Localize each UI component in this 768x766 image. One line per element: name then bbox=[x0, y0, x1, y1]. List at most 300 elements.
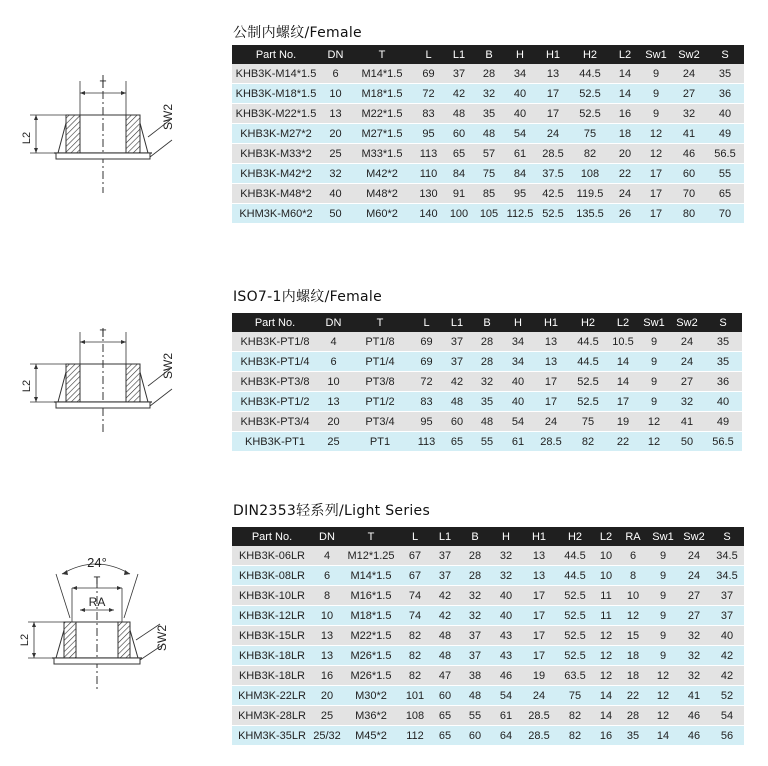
table-cell: 17 bbox=[534, 372, 568, 392]
table-cell: PT3/4 bbox=[349, 412, 411, 432]
table-cell: 28 bbox=[460, 566, 490, 586]
table-cell: 32 bbox=[490, 566, 522, 586]
table-cell: 42 bbox=[430, 586, 460, 606]
table-cell: 6 bbox=[320, 64, 351, 84]
table-cell: 13 bbox=[312, 646, 342, 666]
dim-t-label-1: T bbox=[99, 79, 107, 91]
table-cell: 37 bbox=[460, 646, 490, 666]
table-cell: 41 bbox=[678, 686, 710, 706]
table-cell: 54 bbox=[502, 412, 534, 432]
table-cell: 9 bbox=[638, 332, 670, 352]
table-cell: 42 bbox=[710, 666, 744, 686]
table-cell: M30*2 bbox=[342, 686, 400, 706]
table-cell: M27*1.5 bbox=[351, 124, 413, 144]
table-cell: 17 bbox=[522, 626, 556, 646]
table-cell: 36 bbox=[706, 84, 744, 104]
table-cell: 83 bbox=[411, 392, 442, 412]
table-cell: 14 bbox=[594, 686, 618, 706]
table-cell: 82 bbox=[400, 666, 430, 686]
table-row bbox=[232, 392, 742, 412]
table-cell: 32 bbox=[670, 392, 704, 412]
table-cell: 65 bbox=[430, 706, 460, 726]
table-cell: 6 bbox=[618, 546, 648, 566]
table-cell: 32 bbox=[490, 546, 522, 566]
table-cell: 60 bbox=[672, 164, 706, 184]
table-cell: 14 bbox=[610, 84, 640, 104]
table-cell: 20 bbox=[312, 686, 342, 706]
table-cell: PT1/8 bbox=[349, 332, 411, 352]
din-fitting-drawing bbox=[0, 540, 230, 700]
table-cell: 12 bbox=[648, 706, 678, 726]
table-cell: 34 bbox=[504, 64, 536, 84]
table-cell: 50 bbox=[320, 204, 351, 224]
table-cell: 8 bbox=[312, 586, 342, 606]
table-cell: M16*1.5 bbox=[342, 586, 400, 606]
table-cell: 35 bbox=[472, 392, 502, 412]
table-cell: 60 bbox=[444, 124, 474, 144]
table-cell: M22*1.5 bbox=[342, 626, 400, 646]
table-cell: 12 bbox=[648, 686, 678, 706]
table-cell: 34 bbox=[502, 352, 534, 372]
table-cell: 19 bbox=[608, 412, 638, 432]
table-cell: 83 bbox=[413, 104, 444, 124]
dim-angle-label: 24° bbox=[87, 555, 107, 570]
part-number-cell: KHB3K-06LR bbox=[232, 546, 312, 566]
table-cell: 13 bbox=[534, 332, 568, 352]
table-cell: 52.5 bbox=[556, 586, 594, 606]
table-row bbox=[232, 606, 744, 626]
table-cell: 9 bbox=[638, 372, 670, 392]
table-cell: 48 bbox=[444, 104, 474, 124]
part-number-cell: KHB3K-18LR bbox=[232, 646, 312, 666]
table-cell: 32 bbox=[678, 626, 710, 646]
table-body bbox=[232, 546, 744, 746]
table-row bbox=[232, 64, 744, 84]
table-cell: 82 bbox=[400, 646, 430, 666]
table-cell: 18 bbox=[618, 646, 648, 666]
table-cell: 18 bbox=[610, 124, 640, 144]
table-cell: 41 bbox=[672, 124, 706, 144]
table-cell: 110 bbox=[413, 164, 444, 184]
part-number-cell: KHM3K-22LR bbox=[232, 686, 312, 706]
table-cell: 12 bbox=[618, 606, 648, 626]
table-cell: 12 bbox=[640, 124, 672, 144]
table-cell: 14 bbox=[648, 726, 678, 746]
table-cell: M26*1.5 bbox=[342, 666, 400, 686]
table-cell: 65 bbox=[444, 144, 474, 164]
table-cell: 22 bbox=[610, 164, 640, 184]
column-header: DN bbox=[320, 45, 351, 64]
table-cell: 60 bbox=[442, 412, 472, 432]
dim-l2-label-1: L2 bbox=[21, 131, 33, 145]
table-cell: 28 bbox=[474, 64, 504, 84]
dim-t-label-3: T bbox=[93, 575, 101, 587]
table-cell: 13 bbox=[534, 352, 568, 372]
table-cell: 24 bbox=[534, 412, 568, 432]
column-header: L1 bbox=[444, 45, 474, 64]
table-cell: 17 bbox=[640, 204, 672, 224]
table-cell: 24 bbox=[672, 64, 706, 84]
table-cell: 108 bbox=[570, 164, 610, 184]
dim-l2-label-2: L2 bbox=[21, 379, 33, 393]
dim-sw2-label-2: SW2 bbox=[161, 352, 175, 380]
table-row bbox=[232, 546, 744, 566]
part-number-cell: KHB3K-M48*2 bbox=[232, 184, 320, 204]
table-cell: 36 bbox=[704, 372, 742, 392]
table-cell: 27 bbox=[678, 586, 710, 606]
table-cell: 44.5 bbox=[556, 566, 594, 586]
table-cell: 42 bbox=[430, 606, 460, 626]
column-header: S bbox=[710, 527, 744, 546]
table-cell: 52.5 bbox=[568, 392, 608, 412]
section-title-din-light: DIN2353轻系列/Light Series bbox=[233, 503, 431, 519]
column-header: L1 bbox=[430, 527, 460, 546]
table-cell: 12 bbox=[648, 666, 678, 686]
table-cell: 113 bbox=[411, 432, 442, 452]
table-cell: 24 bbox=[670, 352, 704, 372]
table-cell: 42 bbox=[710, 646, 744, 666]
table-cell: 46 bbox=[678, 726, 710, 746]
table-row bbox=[232, 124, 744, 144]
table-cell: PT3/8 bbox=[349, 372, 411, 392]
column-header: Part No. bbox=[232, 313, 318, 332]
table-cell: M60*2 bbox=[351, 204, 413, 224]
table-row bbox=[232, 726, 744, 746]
table-cell: 37 bbox=[710, 586, 744, 606]
table-cell: 10 bbox=[318, 372, 349, 392]
table-cell: 14 bbox=[608, 352, 638, 372]
table-cell: 28 bbox=[472, 332, 502, 352]
table-cell: 40 bbox=[502, 392, 534, 412]
table-cell: 37 bbox=[442, 352, 472, 372]
table-cell: 32 bbox=[460, 586, 490, 606]
table-cell: 34 bbox=[502, 332, 534, 352]
table-cell: M42*2 bbox=[351, 164, 413, 184]
table-cell: 91 bbox=[444, 184, 474, 204]
table-cell: 32 bbox=[678, 666, 710, 686]
table-cell: 6 bbox=[312, 566, 342, 586]
part-number-cell: KHB3K-18LR bbox=[232, 666, 312, 686]
table-cell: 22 bbox=[618, 686, 648, 706]
table-cell: 28 bbox=[472, 352, 502, 372]
table-cell: 101 bbox=[400, 686, 430, 706]
table-row bbox=[232, 646, 744, 666]
table-cell: 14 bbox=[608, 372, 638, 392]
column-header: H1 bbox=[522, 527, 556, 546]
table-cell: M48*2 bbox=[351, 184, 413, 204]
table-cell: 37 bbox=[460, 626, 490, 646]
section-title-iso-female: ISO7-1内螺纹/Female bbox=[233, 289, 383, 305]
table-cell: 57 bbox=[474, 144, 504, 164]
table-cell: 17 bbox=[536, 84, 570, 104]
table-cell: 17 bbox=[522, 606, 556, 626]
table-cell: 75 bbox=[570, 124, 610, 144]
table-cell: 37 bbox=[430, 546, 460, 566]
table-cell: 112 bbox=[400, 726, 430, 746]
table-cell: 40 bbox=[710, 626, 744, 646]
table-cell: 11 bbox=[594, 606, 618, 626]
table-cell: 52.5 bbox=[556, 606, 594, 626]
table-cell: 80 bbox=[672, 204, 706, 224]
table-cell: 32 bbox=[320, 164, 351, 184]
table-cell: 100 bbox=[444, 204, 474, 224]
part-number-cell: KHM3K-35LR bbox=[232, 726, 312, 746]
table-cell: 37 bbox=[444, 64, 474, 84]
table-cell: 16 bbox=[594, 726, 618, 746]
table-cell: 17 bbox=[640, 164, 672, 184]
table-cell: 75 bbox=[568, 412, 608, 432]
table-cell: 4 bbox=[312, 546, 342, 566]
column-header: L bbox=[411, 313, 442, 332]
table-cell: 70 bbox=[672, 184, 706, 204]
table-cell: 55 bbox=[706, 164, 744, 184]
table-cell: 9 bbox=[638, 392, 670, 412]
table-cell: 41 bbox=[670, 412, 704, 432]
table-cell: PT1/2 bbox=[349, 392, 411, 412]
table-cell: 17 bbox=[608, 392, 638, 412]
table-cell: 9 bbox=[648, 606, 678, 626]
table-cell: M14*1.5 bbox=[351, 64, 413, 84]
table-row bbox=[232, 204, 744, 224]
table-cell: 32 bbox=[460, 606, 490, 626]
table-cell: 52.5 bbox=[568, 372, 608, 392]
table-cell: 18 bbox=[618, 666, 648, 686]
column-header: Part No. bbox=[232, 45, 320, 64]
table-cell: 40 bbox=[502, 372, 534, 392]
column-header: Part No. bbox=[232, 527, 312, 546]
table-cell: 37 bbox=[430, 566, 460, 586]
column-header: B bbox=[474, 45, 504, 64]
section-title-metric-female: 公制内螺纹/Female bbox=[233, 25, 362, 41]
table-cell: 46 bbox=[678, 706, 710, 726]
table-cell: M26*1.5 bbox=[342, 646, 400, 666]
table-cell: 54 bbox=[504, 124, 536, 144]
column-header: L bbox=[413, 45, 444, 64]
table-cell: 34.5 bbox=[710, 546, 744, 566]
table-cell: 52.5 bbox=[570, 84, 610, 104]
column-header: L bbox=[400, 527, 430, 546]
part-number-cell: KHB3K-PT3/8 bbox=[232, 372, 318, 392]
table-cell: 56.5 bbox=[704, 432, 742, 452]
column-header: L2 bbox=[594, 527, 618, 546]
table-cell: 63.5 bbox=[556, 666, 594, 686]
table-cell: M22*1.5 bbox=[351, 104, 413, 124]
table-cell: 44.5 bbox=[556, 546, 594, 566]
table-row bbox=[232, 84, 744, 104]
table-row bbox=[232, 164, 744, 184]
table-cell: 38 bbox=[460, 666, 490, 686]
table-cell: 52.5 bbox=[536, 204, 570, 224]
table-cell: 60 bbox=[460, 726, 490, 746]
dim-sw2-label-1: SW2 bbox=[161, 103, 175, 131]
table-cell: 72 bbox=[411, 372, 442, 392]
table-cell: 32 bbox=[672, 104, 706, 124]
table-cell: 34.5 bbox=[710, 566, 744, 586]
table-cell: 14 bbox=[610, 64, 640, 84]
table-cell: 20 bbox=[610, 144, 640, 164]
part-number-cell: KHB3K-10LR bbox=[232, 586, 312, 606]
column-header: B bbox=[472, 313, 502, 332]
column-header: DN bbox=[312, 527, 342, 546]
table-cell: 69 bbox=[411, 332, 442, 352]
table-cell: 28 bbox=[618, 706, 648, 726]
table-cell: 52.5 bbox=[556, 626, 594, 646]
table-cell: 72 bbox=[413, 84, 444, 104]
table-cell: 48 bbox=[430, 646, 460, 666]
table-cell: 9 bbox=[640, 104, 672, 124]
table-cell: 52.5 bbox=[556, 646, 594, 666]
table-cell: 64 bbox=[490, 726, 522, 746]
column-header: H2 bbox=[570, 45, 610, 64]
table-cell: 22 bbox=[608, 432, 638, 452]
column-header: H bbox=[490, 527, 522, 546]
table-cell: 74 bbox=[400, 606, 430, 626]
table-cell: 52.5 bbox=[570, 104, 610, 124]
table-cell: 56.5 bbox=[706, 144, 744, 164]
part-number-cell: KHB3K-M22*1.5 bbox=[232, 104, 320, 124]
table-cell: 24 bbox=[610, 184, 640, 204]
column-header: Sw1 bbox=[638, 313, 670, 332]
table-cell: 9 bbox=[648, 626, 678, 646]
table-row bbox=[232, 412, 742, 432]
table-body bbox=[232, 64, 744, 224]
table-cell: 140 bbox=[413, 204, 444, 224]
table-cell: 9 bbox=[638, 352, 670, 372]
table-cell: 82 bbox=[556, 726, 594, 746]
table-cell: 13 bbox=[320, 104, 351, 124]
table-cell: 84 bbox=[504, 164, 536, 184]
table-cell: 61 bbox=[504, 144, 536, 164]
table-cell: 54 bbox=[490, 686, 522, 706]
table-cell: M18*1.5 bbox=[342, 606, 400, 626]
part-number-cell: KHB3K-PT3/4 bbox=[232, 412, 318, 432]
part-number-cell: KHB3K-08LR bbox=[232, 566, 312, 586]
table-row bbox=[232, 566, 744, 586]
table-cell: 12 bbox=[594, 646, 618, 666]
table-cell: 25 bbox=[312, 706, 342, 726]
table-cell: M45*2 bbox=[342, 726, 400, 746]
part-number-cell: KHB3K-12LR bbox=[232, 606, 312, 626]
table-cell: 13 bbox=[536, 64, 570, 84]
table-cell: 61 bbox=[490, 706, 522, 726]
table-cell: 28 bbox=[460, 546, 490, 566]
female-fitting-drawing-2 bbox=[0, 320, 230, 440]
table-cell: 32 bbox=[472, 372, 502, 392]
table-cell: 35 bbox=[706, 64, 744, 84]
table-cell: 95 bbox=[413, 124, 444, 144]
part-number-cell: KHM3K-28LR bbox=[232, 706, 312, 726]
table-cell: 40 bbox=[490, 606, 522, 626]
table-cell: 40 bbox=[704, 392, 742, 412]
column-header: T bbox=[349, 313, 411, 332]
column-header: RA bbox=[618, 527, 648, 546]
iso-female-spec-table bbox=[232, 313, 742, 452]
table-cell: 46 bbox=[672, 144, 706, 164]
table-cell: 26 bbox=[610, 204, 640, 224]
table-cell: M33*1.5 bbox=[351, 144, 413, 164]
table-cell: 13 bbox=[522, 546, 556, 566]
column-header: H1 bbox=[536, 45, 570, 64]
table-cell: 119.5 bbox=[570, 184, 610, 204]
table-cell: M18*1.5 bbox=[351, 84, 413, 104]
table-cell: 35 bbox=[474, 104, 504, 124]
column-header: B bbox=[460, 527, 490, 546]
table-cell: 95 bbox=[411, 412, 442, 432]
column-header: S bbox=[706, 45, 744, 64]
table-cell: PT1/4 bbox=[349, 352, 411, 372]
table-cell: 28.5 bbox=[522, 726, 556, 746]
column-header: DN bbox=[318, 313, 349, 332]
table-cell: 37 bbox=[442, 332, 472, 352]
part-number-cell: KHB3K-PT1/2 bbox=[232, 392, 318, 412]
table-cell: 35 bbox=[704, 332, 742, 352]
table-cell: 82 bbox=[400, 626, 430, 646]
table-cell: 17 bbox=[522, 646, 556, 666]
table-cell: 6 bbox=[318, 352, 349, 372]
table-cell: 43 bbox=[490, 626, 522, 646]
table-cell: 49 bbox=[706, 124, 744, 144]
column-header: Sw1 bbox=[648, 527, 678, 546]
table-cell: 10 bbox=[320, 84, 351, 104]
table-cell: 10 bbox=[312, 606, 342, 626]
column-header: Sw2 bbox=[678, 527, 710, 546]
table-cell: 25/32 bbox=[312, 726, 342, 746]
table-cell: M12*1.25 bbox=[342, 546, 400, 566]
column-header: Sw2 bbox=[672, 45, 706, 64]
table-cell: 9 bbox=[640, 64, 672, 84]
table-cell: 37.5 bbox=[536, 164, 570, 184]
table-cell: 105 bbox=[474, 204, 504, 224]
table-cell: 69 bbox=[411, 352, 442, 372]
table-cell: 75 bbox=[474, 164, 504, 184]
part-number-cell: KHB3K-PT1/4 bbox=[232, 352, 318, 372]
table-row bbox=[232, 184, 744, 204]
table-cell: 13 bbox=[312, 626, 342, 646]
table-cell: 65 bbox=[442, 432, 472, 452]
table-row bbox=[232, 626, 744, 646]
column-header: L1 bbox=[442, 313, 472, 332]
female-fitting-drawing-1 bbox=[0, 65, 230, 205]
table-cell: 10 bbox=[594, 546, 618, 566]
table-cell: 61 bbox=[502, 432, 534, 452]
table-cell: 42 bbox=[442, 372, 472, 392]
table-cell: 48 bbox=[442, 392, 472, 412]
table-cell: 43 bbox=[490, 646, 522, 666]
table-cell: 48 bbox=[474, 124, 504, 144]
table-body bbox=[232, 332, 742, 452]
table-row bbox=[232, 666, 744, 686]
table-cell: 60 bbox=[430, 686, 460, 706]
table-cell: 17 bbox=[640, 184, 672, 204]
table-header-row bbox=[232, 527, 744, 546]
column-header: Sw1 bbox=[640, 45, 672, 64]
table-cell: 13 bbox=[318, 392, 349, 412]
part-number-cell: KHB3K-M18*1.5 bbox=[232, 84, 320, 104]
table-header-row bbox=[232, 313, 742, 332]
table-cell: 56 bbox=[710, 726, 744, 746]
table-cell: 27 bbox=[678, 606, 710, 626]
table-cell: 24 bbox=[536, 124, 570, 144]
table-cell: M14*1.5 bbox=[342, 566, 400, 586]
table-cell: 9 bbox=[648, 646, 678, 666]
table-cell: 8 bbox=[618, 566, 648, 586]
dim-l2-label-3: L2 bbox=[19, 633, 31, 647]
table-cell: 27 bbox=[672, 84, 706, 104]
table-cell: 70 bbox=[706, 204, 744, 224]
table-cell: 40 bbox=[504, 84, 536, 104]
table-cell: 35 bbox=[618, 726, 648, 746]
column-header: S bbox=[704, 313, 742, 332]
